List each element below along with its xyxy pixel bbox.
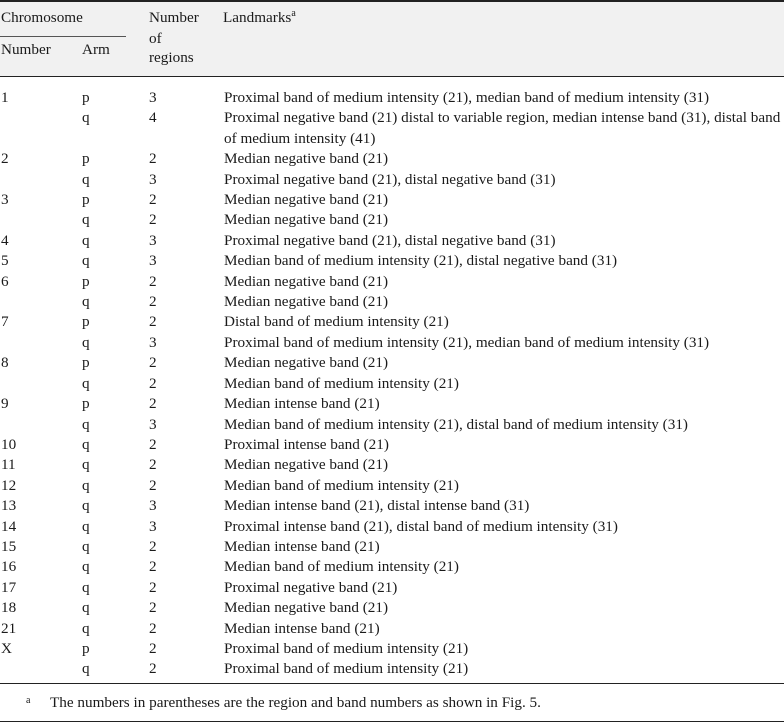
regions-cell: 3 [149, 415, 157, 433]
landmarks-cell: Proximal band of medium intensity (21), median band of medium intensity (31) [224, 89, 710, 106]
regions-cell: 3 [149, 252, 157, 270]
landmarks-cell: Median negative band (21) [224, 293, 389, 311]
regions-cell: 2 [149, 435, 157, 453]
arm-cell: p [82, 272, 90, 290]
table-row [0, 190, 784, 210]
table-row [0, 639, 784, 659]
arm-cell: p [82, 89, 90, 106]
chromosome-number-cell [0, 333, 82, 353]
table-row [0, 149, 784, 169]
chromosome-number-cell: X [1, 639, 12, 657]
chromosome-number-cell: 5 [1, 252, 9, 270]
landmarks-cell: Median negative band (21) [224, 150, 389, 168]
chromosome-number-cell: 15 [1, 537, 17, 555]
header-regions-line3: regions [149, 49, 194, 66]
chromosome-number-cell: 11 [1, 456, 16, 474]
table-row [0, 496, 784, 516]
table-row [0, 272, 784, 292]
table-header-band [0, 0, 784, 76]
regions-cell: 2 [149, 211, 157, 229]
regions-cell: 3 [149, 333, 157, 351]
landmarks-cell: Proximal intense band (21) [224, 435, 389, 453]
landmarks-cell: Median band of medium intensity (21), distal negative band (31) [224, 252, 618, 270]
arm-cell: q [82, 456, 90, 474]
landmarks-cell: Proximal band of medium intensity (21), median band of medium intensity (31) [224, 333, 710, 351]
regions-cell: 2 [149, 272, 157, 290]
chromosome-number-cell [0, 659, 82, 679]
chromosome-number-cell [0, 415, 82, 435]
table-row [0, 170, 784, 190]
table-row [0, 578, 784, 598]
landmarks-cell: Proximal negative band (21), distal negative band (31) [224, 231, 556, 249]
regions-cell: 2 [149, 578, 157, 596]
chromosome-number-cell: 13 [1, 497, 17, 515]
header-landmarks-footnote-mark: a [291, 8, 296, 19]
table-row [0, 374, 784, 394]
landmarks-cell: Median band of medium intensity (21) [224, 476, 459, 494]
regions-cell: 2 [149, 395, 157, 413]
arm-cell: q [82, 293, 90, 311]
landmarks-cell: Median negative band (21) [224, 211, 389, 229]
chromosome-number-cell: 14 [1, 517, 17, 535]
arm-cell: q [82, 109, 90, 127]
table-row [0, 231, 784, 251]
regions-cell: 2 [149, 313, 157, 331]
table-row [0, 557, 784, 577]
landmarks-cell: Median band of medium intensity (21), distal band of medium intensity (31) [224, 415, 688, 433]
regions-cell: 2 [149, 558, 157, 576]
landmarks-cell: Proximal negative band (21) distal to variable region, median intense band (31), distal band of medium intensity (41) [224, 109, 781, 147]
arm-cell: p [82, 191, 90, 209]
table-row [0, 517, 784, 537]
arm-cell: q [82, 435, 90, 453]
regions-cell: 2 [149, 537, 157, 555]
arm-cell: q [82, 619, 90, 637]
landmarks-cell: Median intense band (21), distal intense band (31) [224, 497, 530, 515]
regions-cell: 3 [149, 170, 157, 188]
regions-cell: 2 [149, 293, 157, 311]
landmarks-cell: Proximal band of medium intensity (21) [224, 639, 469, 657]
arm-cell: q [82, 599, 90, 617]
chromosome-number-cell: 16 [1, 558, 17, 576]
table-row [0, 333, 784, 353]
header-chromosome: Chromosome [1, 9, 83, 26]
table-row [0, 108, 784, 149]
chromosome-number-cell [0, 374, 82, 394]
table-row [0, 292, 784, 312]
landmarks-cell: Median intense band (21) [224, 619, 380, 637]
chromosome-number-cell: 12 [1, 476, 17, 494]
arm-cell: q [82, 497, 90, 515]
regions-cell: 2 [149, 599, 157, 617]
regions-cell: 2 [149, 660, 157, 678]
regions-cell: 4 [149, 109, 157, 127]
table-row [0, 210, 784, 230]
regions-cell: 3 [149, 497, 157, 515]
arm-cell: q [82, 558, 90, 576]
header-regions-line1: Number [149, 9, 199, 26]
regions-cell: 2 [149, 456, 157, 474]
header-arm: Arm [82, 41, 110, 58]
header-rule [0, 76, 784, 77]
chromosome-number-cell: 8 [1, 354, 9, 372]
regions-cell: 2 [149, 354, 157, 372]
table-row [0, 619, 784, 639]
chromosome-number-cell: 7 [1, 313, 9, 331]
regions-cell: 2 [149, 374, 157, 392]
arm-cell: q [82, 170, 90, 188]
arm-cell: p [82, 150, 90, 168]
arm-cell: q [82, 578, 90, 596]
arm-cell: q [82, 415, 90, 433]
header-regions-line2: of [149, 30, 162, 47]
regions-cell: 3 [149, 517, 157, 535]
chromosome-number-cell: 9 [1, 395, 9, 413]
chromosome-number-cell: 17 [1, 578, 17, 596]
chromosome-number-cell: 6 [1, 272, 9, 290]
chromosome-number-cell: 4 [1, 231, 9, 249]
arm-cell: p [82, 639, 90, 657]
landmarks-cell: Median negative band (21) [224, 599, 389, 617]
header-landmarks [223, 10, 296, 26]
regions-cell: 3 [149, 231, 157, 249]
landmarks-cell: Median intense band (21) [224, 537, 380, 555]
arm-cell: q [82, 374, 90, 392]
arm-cell: q [82, 231, 90, 249]
landmarks-cell: Proximal negative band (21), distal negative band (31) [224, 170, 556, 188]
table-row [0, 312, 784, 332]
footnote-mark: a [26, 695, 31, 706]
landmarks-cell: Median band of medium intensity (21) [224, 558, 459, 576]
top-rule [0, 0, 784, 2]
arm-cell: q [82, 517, 90, 535]
arm-cell: p [82, 354, 90, 372]
chromosome-number-cell: 10 [1, 435, 17, 453]
arm-cell: q [82, 537, 90, 555]
table-row [0, 353, 784, 373]
arm-cell: p [82, 313, 90, 331]
arm-cell: p [82, 395, 90, 413]
header-landmarks-label: Landmarks [223, 9, 292, 26]
table-row [0, 415, 784, 435]
table-row [0, 394, 784, 414]
landmarks-cell: Median intense band (21) [224, 395, 380, 413]
landmarks-cell: Proximal band of medium intensity (21) [224, 660, 469, 678]
arm-cell: q [82, 333, 90, 351]
landmarks-cell: Median negative band (21) [224, 272, 389, 290]
footnote-rule [0, 683, 784, 684]
landmarks-cell: Proximal negative band (21) [224, 578, 398, 596]
chromosome-number-cell: 3 [1, 191, 9, 209]
chromosome-number-cell [0, 170, 82, 190]
table-row [0, 435, 784, 455]
regions-cell: 3 [149, 89, 157, 106]
arm-cell: q [82, 252, 90, 270]
landmarks-cell: Proximal intense band (21), distal band of medium intensity (31) [224, 517, 618, 535]
regions-cell: 2 [149, 191, 157, 209]
table-row [0, 251, 784, 271]
table-row [0, 537, 784, 557]
chromosome-number-cell: 18 [1, 599, 17, 617]
landmarks-cell: Median negative band (21) [224, 354, 389, 372]
landmarks-cell: Median negative band (21) [224, 191, 389, 209]
chromosome-number-cell: 1 [1, 89, 9, 106]
table-row [0, 88, 784, 108]
footnote-text: The numbers in parentheses are the region and band numbers as shown in Fig. 5. [50, 694, 541, 711]
regions-cell: 2 [149, 639, 157, 657]
bottom-rule [0, 721, 784, 722]
arm-cell: q [82, 660, 90, 678]
regions-cell: 2 [149, 150, 157, 168]
regions-cell: 2 [149, 619, 157, 637]
table-row [0, 476, 784, 496]
arm-cell: q [82, 476, 90, 494]
chromosome-group-rule [0, 36, 126, 37]
chromosome-number-cell: 21 [1, 619, 17, 637]
header-number: Number [1, 41, 51, 58]
chromosome-number-cell [0, 292, 82, 312]
table-body [0, 88, 784, 680]
chromosome-number-cell [0, 210, 82, 230]
landmarks-cell: Median band of medium intensity (21) [224, 374, 459, 392]
arm-cell: q [82, 211, 90, 229]
regions-cell: 2 [149, 476, 157, 494]
chromosome-number-cell [0, 108, 82, 149]
landmarks-cell: Distal band of medium intensity (21) [224, 313, 449, 331]
landmarks-cell: Median negative band (21) [224, 456, 389, 474]
table-row [0, 455, 784, 475]
chromosome-number-cell: 2 [1, 150, 9, 168]
table-row [0, 659, 784, 679]
table-row [0, 598, 784, 618]
